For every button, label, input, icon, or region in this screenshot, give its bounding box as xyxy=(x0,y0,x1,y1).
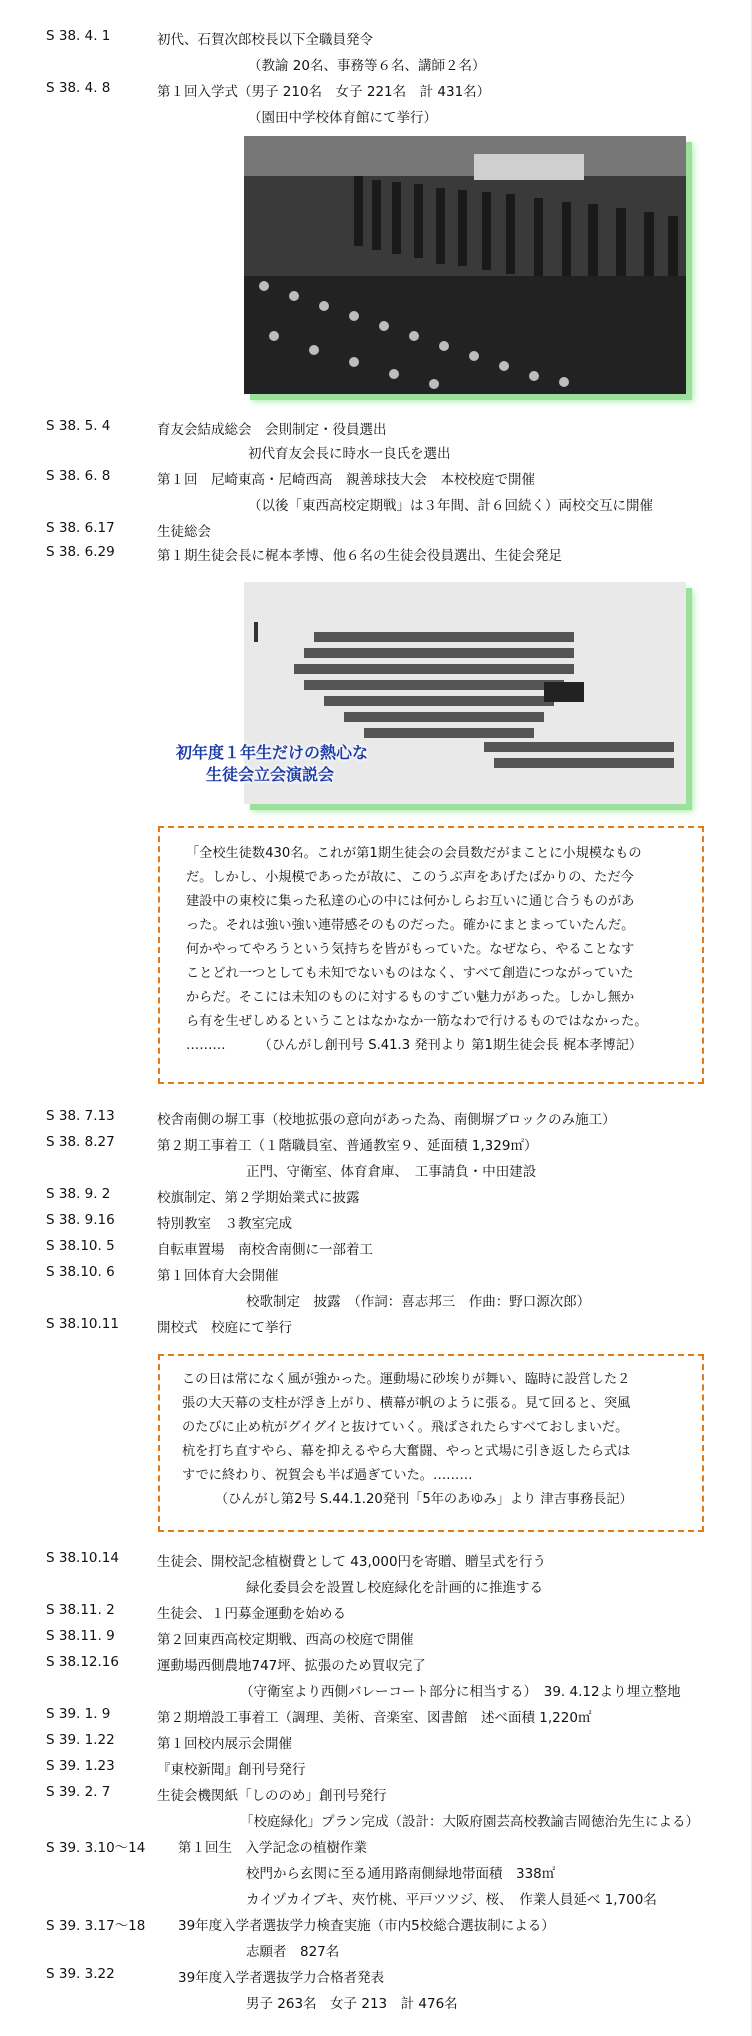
photo-caption-line2: 生徒会立会演説会 xyxy=(206,765,335,784)
row-date: S 38. 8.27 xyxy=(46,1134,115,1150)
row-text: 初代、石賀次郎校長以下全職員発令 xyxy=(157,32,373,48)
entrance-ceremony-photo-image xyxy=(244,136,686,394)
quote-line: からだ。そこには未知のものに対するものすごい魅力があった。しかし無か xyxy=(186,990,635,1005)
row-date: S 38. 4. 1 xyxy=(46,28,111,44)
row-sub-text: 初代育友会長に時水一良氏を選出 xyxy=(248,446,451,462)
row-date: S 38.11. 9 xyxy=(46,1628,115,1644)
row-sub-text: 校歌制定 披露 （作詞：喜志邦三 作曲：野口源次郎） xyxy=(246,1294,591,1310)
row-text: 自転車置場 南校舎南側に一部着工 xyxy=(157,1242,373,1258)
row-date: S 39. 1.23 xyxy=(46,1758,115,1774)
row-date: S 38. 6.29 xyxy=(46,544,115,560)
row-date: S 38.12.16 xyxy=(46,1654,119,1670)
row-text: 第２回東西高校定期戦、西高の校庭で開催 xyxy=(157,1632,414,1648)
row-date: S 39. 3.22 xyxy=(46,1966,115,1982)
photo-caption-line1: 初年度１年生だけの熱心な xyxy=(176,743,369,762)
row-date: S 38. 6. 8 xyxy=(46,468,111,484)
row-text: 第２期増設工事着工（調理、美術、音楽室、図書館 述べ面積 1,220㎡ xyxy=(157,1710,592,1726)
row-text: 校旗制定、第２学期始業式に披露 xyxy=(157,1190,360,1206)
row-sub-text: （教諭 20名、事務等６名、講師２名） xyxy=(248,58,486,74)
row-text: 第１回校内展示会開催 xyxy=(157,1736,292,1752)
row-text: 開校式 校庭にて挙行 xyxy=(157,1320,292,1336)
row-text: 生徒会、開校記念植樹費として 43,000円を寄贈、贈呈式を行う xyxy=(157,1554,547,1570)
row-sub-text: （守衛室より西側バレーコート部分に相当する） 39. 4.12より埋立整地 xyxy=(240,1684,681,1700)
quote-line: この日は常になく風が強かった。運動場に砂埃りが舞い、臨時に設営した２ xyxy=(182,1372,631,1387)
quote-line: だ。しかし、小規模であったが故に、このうぶ声をあげたばかりの、ただ今 xyxy=(186,870,634,885)
row-date: S 38.10.11 xyxy=(46,1316,119,1332)
quote-line: ら有を生ぜしめるということはなかなか一筋なわで行けるものではなかった。 xyxy=(186,1014,648,1029)
row-sub-text: カイヅカイブキ、夾竹桃、平戸ツツジ、桜、 作業人員延べ 1,700名 xyxy=(246,1892,657,1908)
quote-line: 建設中の東校に集った私達の心の中には何かしらお互いに通じ合うものがあ xyxy=(186,894,635,909)
row-text: 第１回体育大会開催 xyxy=(157,1268,279,1284)
row-text: 育友会結成総会 会則制定・役員選出 xyxy=(157,422,387,438)
row-date: S 38.11. 2 xyxy=(46,1602,115,1618)
photo-caption xyxy=(176,742,368,786)
row-sub-text: 志願者 827名 xyxy=(246,1944,340,1960)
quote-line: ことどれ一つとしても未知でないものはなく、すべて創造につながっていた xyxy=(186,966,634,981)
row-date: S 38.10.14 xyxy=(46,1550,119,1566)
row-text: 生徒会機関紙「しののめ」創刊号発行 xyxy=(157,1788,387,1804)
row-date: S 39. 2. 7 xyxy=(46,1784,111,1800)
row-date: S 38. 9. 2 xyxy=(46,1186,111,1202)
row-date: S 39. 1. 9 xyxy=(46,1706,111,1722)
quote-line: （ひんがし第2号 S.44.1.20発刊「5年のあゆみ」より 津吉事務長記） xyxy=(182,1492,633,1507)
row-date: S 39. 3.17～18 xyxy=(46,1918,146,1934)
row-text: 生徒会、１円募金運動を始める xyxy=(157,1606,346,1622)
quote-line: った。それは強い強い連帯感そのものだった。確かにまとまっていたんだ。 xyxy=(186,918,635,933)
row-sub-text: 校門から玄関に至る通用路南側緑地帯面積 338㎡ xyxy=(246,1866,556,1882)
entrance-ceremony-photo xyxy=(244,136,686,394)
row-date: S 38. 7.13 xyxy=(46,1108,115,1124)
row-text: 運動場西側農地747坪、拡張のため買収完了 xyxy=(157,1658,426,1674)
row-text: 校舎南側の塀工事（校地拡張の意向があった為、南側塀ブロックのみ施工） xyxy=(157,1112,616,1128)
row-text: 第１回 尼崎東高・尼崎西高 親善球技大会 本校校庭で開催 xyxy=(157,472,535,488)
quote-box-student-council xyxy=(158,826,704,1084)
row-text: 第１回生 入学記念の植樹作業 xyxy=(178,1840,367,1856)
row-date: S 38. 5. 4 xyxy=(46,418,111,434)
quote-line: すでに終わり、祝賀会も半ば過ぎていた。……… xyxy=(182,1468,473,1483)
row-sub-text: 緑化委員会を設置し校庭緑化を計画的に推進する xyxy=(246,1580,543,1596)
row-text: 生徒総会 xyxy=(157,524,211,540)
row-text: 第１期生徒会長に梶本孝博、他６名の生徒会役員選出、生徒会発足 xyxy=(157,548,562,564)
quote-line: 「全校生徒数430名。これが第1期生徒会の会員数だがまことに小規模なもの xyxy=(186,846,642,861)
row-date: S 38. 6.17 xyxy=(46,520,115,536)
row-date: S 38.10. 6 xyxy=(46,1264,115,1280)
row-text: 第２期工事着工（１階職員室、普通教室９、延面積 1,329㎡） xyxy=(157,1138,538,1154)
row-date: S 39. 3.10～14 xyxy=(46,1840,146,1856)
row-date: S 39. 1.22 xyxy=(46,1732,115,1748)
row-text: 『東校新聞』創刊号発行 xyxy=(157,1762,306,1778)
row-text: 第１回入学式（男子 210名 女子 221名 計 431名） xyxy=(157,84,491,100)
row-date: S 38. 9.16 xyxy=(46,1212,115,1228)
row-text: 39年度入学者選抜学力検査実施（市内5校総合選抜制による） xyxy=(178,1918,555,1934)
row-date: S 38.10. 5 xyxy=(46,1238,115,1254)
row-date: S 38. 4. 8 xyxy=(46,80,111,96)
quote-line: 杭を打ち直すやら、幕を抑えるやら大奮闘、やっと式場に引き返したら式は xyxy=(182,1444,631,1459)
quote-line: のたびに止め杭がグイグイと抜けていく。飛ばされたらすべておしまいだ。 xyxy=(182,1420,629,1435)
quote-line: 張の大天幕の支柱が浮き上がり、横幕が帆のように張る。見て回ると、突風 xyxy=(182,1396,631,1411)
row-text: 39年度入学者選抜学力合格者発表 xyxy=(178,1970,385,1986)
row-sub-text: 正門、守衛室、体育倉庫、 工事請負・中田建設 xyxy=(246,1164,537,1180)
quote-line: 何かやってやろうという気持ちを皆がもっていた。なぜなら、やることなす xyxy=(186,942,635,957)
quote-line: ……… （ひんがし創刊号 S.41.3 発刊より 第1期生徒会長 梶本孝博記） xyxy=(186,1038,643,1053)
row-sub-text: 「校庭緑化」プラン完成（設計：大阪府園芸高校教諭吉岡徳治先生による） xyxy=(240,1814,699,1830)
row-sub-text: 男子 263名 女子 213 計 476名 xyxy=(246,1996,458,2012)
quote-box-opening-ceremony xyxy=(158,1354,704,1532)
row-sub-text: （園田中学校体育館にて挙行） xyxy=(248,110,437,126)
row-sub-text: （以後「東西高校定期戦」は３年間、計６回続く）両校交互に開催 xyxy=(248,498,653,514)
row-text: 特別教室 ３教室完成 xyxy=(157,1216,292,1232)
